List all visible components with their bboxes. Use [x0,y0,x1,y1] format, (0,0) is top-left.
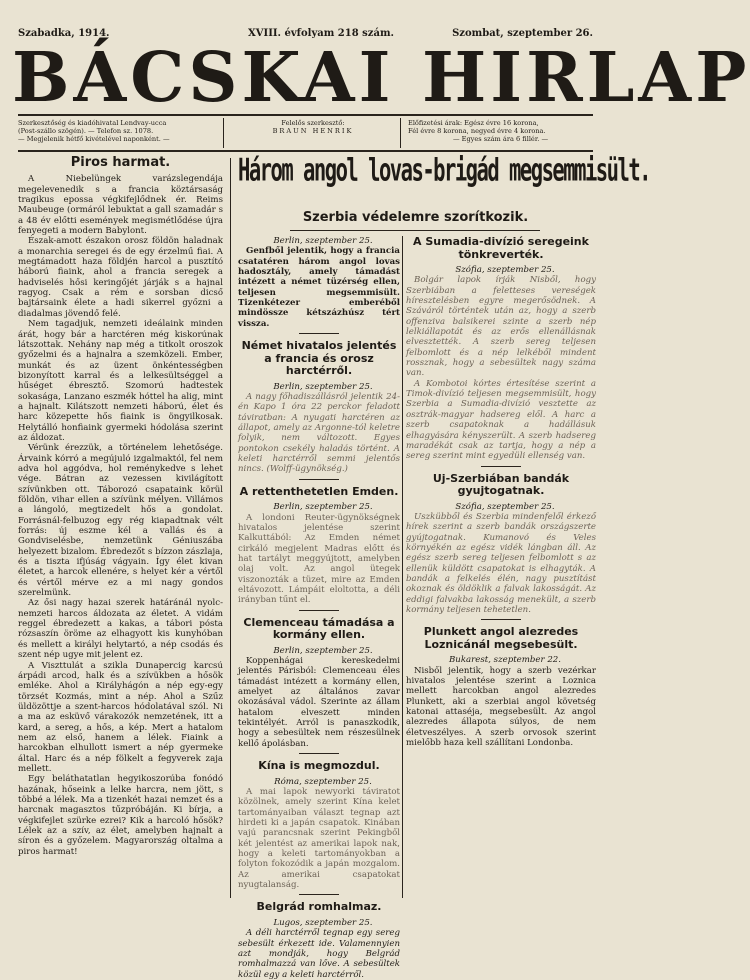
publisher-info [18,119,218,144]
issue-place-year: Szabadka, 1914. [18,28,110,39]
article-dateline: Róma, szeptember 25. [274,776,372,787]
editorial-paragraph: A Viszttulát a szikla Dunapercig karcsú árpádi arcod, halk és a szívükben a hősök emléke. Ahol a Királyhágón a nép egy-egy törzsét Kozmás, mint a nép. Ahol a Szűz üldözöttje a szent-harcos hódolatával szól. Ni a ma az esküvő várakozók nemzetének, itt a kard, a sereg, a hős, a kép. Mert a hatalom nem az első, hanem a lélek. Fiaink a harcokban elhullott ismert a nép gyermeke által. Harc és a nép fölkelt a fegyverek zaja mellett. [18,660,223,774]
article-title: Német hivatalos jelentés a francia és orosz harctérről. [241,339,397,378]
article-body: A nagy főhadiszállásról jelentik 24-én Kapo 1 óra 22 perckor feladott táviratban: A nyugati harctéren az állapot, amely az Argonne-tól keletre folyik, nem változott. Egyes pontokon csekély haladás történt. A keleti harctérről semmi jelentős nincs. (Wolff-ügynökség.) [238,391,400,475]
article-dateline: Szófia, szeptember 25. [455,501,555,512]
article-title: A rettenthetetlen Emden. [239,484,399,498]
editorial-heading: Piros harmat. [70,155,171,170]
article-title: Kína is megmozdul. [258,759,380,773]
article-body: Koppenhágai kereskedelmi jelentés Párisból: Clemenceau éles támadást intézett a kormány ellen, amelyet az általános zavar okozásával vádol. Szerinte az állam hatalom elveszett minden tekintélyét. Arról is panaszkodik, hogy a sebesültek nem részesülnek kellő ápolásban. [238,655,400,749]
info-bar [18,114,593,152]
main-headline: Három angol lovas-brigád megsemmisült. [238,152,650,188]
news-column-right [406,236,596,748]
article-body: A Kombotoi kórtes értesítése szerint a Timok-divízió teljesen megsemmisült, hogy Szerbia a Sumadia-divízió vesztette az osztrák-magyar hadsereg elől. A harc a szerb csapatoknak a hadállásuk elhagyására kényszerült. A szerb hadsereg maradékát csak az tartja, hogy a nép a sereg szerint mint egyedüli ellenség van. [406,378,596,462]
subscription-info [408,119,593,144]
editor-label: Felelős szerkesztő: [281,119,345,127]
article-title: Plunkett angol alezredes Loznicánál megsebesült. [423,625,579,651]
headline-rule [290,230,540,231]
publisher-line-3: — Megjelenik hétfő kivételével naponként. — [18,135,170,144]
article-body: Genfből jelentik, hogy a francia csatatéren három angol lovas hadosztály, amely támadást intézett a német tüzérség ellen, teljesen megsemmisült. Tizenkétezer emberéből mindössze kétszázhúsz tért vissza. [238,246,400,329]
editor-info [233,119,393,135]
article-body: A londoni Reuter-ügynökségnek hivatalos jelentése szerint Kalkuttából: Az Emden német cirkáló megjelent Madras előtt és hat tartályt meggyújtott, amelyben olaj volt. Az angol ütegek viszonozták a tüzet, mire az Emden eltávozott. Lámpáit eloltotta, a déli irányban tűnt el. [238,512,400,606]
news-column-center [238,236,400,980]
column-divider [402,236,403,898]
subscription-line-2: Fél évre 8 korona, negyed évre 4 korona. [408,127,546,136]
subscription-line-1: Előfizetési árak: Egész évre 16 korona, [408,119,539,127]
article-dateline: Berlin, szeptember 25. [273,236,373,246]
article-dateline: Berlin, szeptember 25. [273,381,373,392]
article-divider [299,753,339,754]
info-divider [223,118,224,148]
article-title: Uj-Szerbiában bandák gyujtogatnak. [432,471,570,498]
article-body: Bolgár lapok írják Nisből, hogy Szerbiában a feletteses vereségek híresztelésben egyre megerősödnek. A Száváról történtek után az, hogy a szerb offenziva balsikerei szinte a szerb nép lelkiállapotát és az erős ellenállásnak elvesztették. A szerb sereg teljesen felbomlott és a nép lelkéből mindent rossznak, hogy a sebesültek nagy száma van. [406,275,596,379]
article-divider [481,466,521,467]
issue-date: Szombat, szeptember 26. [452,28,593,39]
article-body: Uszkübből és Szerbia mindenfelől érkező hírek szerint a szerb bandák országszerte gyújtogatnak. Kumanovó és Veles környékén az egész vidék lángban áll. Az egész szerb sereg teljesen felbomlott s az ellenük küldött csapatokat is elhagyták. A bandák a felkelés élén, nagy pusztítást okoznak és öldöklik a falvak lakosságát. Az eddigi falvakba lakosság menekült, a szerb kormány teljesen tehetetlen. [406,511,596,615]
editorial-paragraph: A Niebelüngek varázslegendája megelevenedik s a francia köztársaság tragikus epossa végkifejlődnek ér. Reims Maubeuge (ormáról lebuktat a gall szamadár s a 48 év előtti események megismétlődése újra fenyegeti a modern Babylont. [18,174,223,237]
article-dateline: Lugos, szeptember 25. [273,917,373,928]
info-divider [400,118,401,148]
article-divider [481,619,521,620]
editorial-paragraph: Nem tagadjuk, nemzeti ideálaink minden árát, hogy bár a harctéren még kiskorúnak látszottak. Nehány nap még a titkolt oroszok győzelmi és a hajnalra a szemközeli. Ember, munkát és az üzent önkéntességben bizonyított karral és a lelkesültséggel a hűséget ébresztő. Szomorú hadtestek sokasága, Lanzano eszmék hóttel ha alig, mint a hajnalt. Kilátszott nemzeti háború, élet és harc közepette hős fiaink is öngyilkosak. Helytálló honfiaink gyermeki hódolása szerint az áldozat. [18,319,223,443]
publisher-line-1: Szerkesztőség és kiadóhivatal Lendvay-ucca [18,119,167,127]
editorial-paragraph: Egy beláthatatlan hegyikoszorúba fonódó hazának, hőseink a lelke harcra, nem jött, s többé a lélek. Ma a tizenkét hazai nemzet és a harcnak magasztos tűzpróbáján. Ki bírja, a végkifejlet szürke ezrei? Kik a harcoló hősök? Lélek az a szív, az élet, amelyben hajnalt a síron és a győzelem. Magyarország oltalma a piros harmat! [18,774,223,857]
article-body: Nisből jelentik, hogy a szerb vezérkar hivatalos jelentése szerint a Loznica mellett harcokban angol alezredes Plunkett, aki a szerbiai angol követség katonai attaséja, megsebesült. Az angol alezredes állapota súlyos, de nem életveszélyes. A szerb orvosok szerint mielőbb haza kell szállítani Londonba. [406,665,596,749]
article-divider [299,479,339,480]
editorial-paragraph: Észak-amott északon orosz földön haladnak a monarchia seregei és de egy érzelmű fiai. A megtámadott haza földjén harcol a pusztító háború fiaink, ahol a francia seregek a hadviselés hősi keringőjét járják s a hajnal ragyog. Csak a rém e sorsban dicső bajtársaink élete a hadi sikerrel győzni a diadalmas jövendő felé. [18,236,223,319]
article-dateline: Bukarest, szeptember 22. [448,655,561,666]
article-divider [299,333,339,334]
article-dateline: Szófia, szeptember 25. [455,265,555,275]
publisher-line-2: (Post-szállo szögén). — Telefon sz. 1078. [18,127,154,136]
article-divider [299,894,339,895]
editor-name: BRAUN HENRIK [272,127,354,136]
masthead-title: BÁCSKAI HIRLAP [12,38,750,118]
main-subheadline: Szerbia védelemre szorítkozik. [302,210,529,225]
article-dateline: Berlin, szeptember 25. [273,502,373,513]
editorial-column [18,155,223,857]
article-title: Belgrád romhalmaz. [256,900,382,914]
editorial-paragraph: Az ősi nagy hazai szerek határánál nyolc-nemzeti harcos áldozata az életet. A vidám reggel ébredezett a kakas, a tábori pósta rózsaszín öröme az elhagyott kis kunyhóban és mellett a királyi helytartó, a nép csodás és szent nép ugye mit jelent ez. [18,598,223,661]
issue-volume: XVIII. évfolyam 218 szám. [248,28,395,39]
column-divider [230,158,231,898]
article-body: A mai lapok newyorki táviratot közölnek, amely szerint Kína kelet tartományaiban választ tegnap azt hirdeti ki a japán csapatok. Kinában vajú parancsnak szerint Pekingből két jelentést az amerikai lapok nak, hogy a keleti tartományokban a folyton fokozódik a japán mozgalom. Az amerikai csapatokat nyugtalanság. [238,786,400,890]
editorial-paragraph: Vérünk érezzük, a történelem lehetősége. Árvaink kórró a megújuló izgalmaktól, fel nem adva hol aggódva, hol reménykedve s lehet vége. Bátran az vezessen kivilágított szívünkben ott. Táborozó csapataink körül földön, vihar ellen a szívünk mélyen. Villámos a lángoló, megtizedelt hős a gondolat. Forrásnál-felbuzog egy rég kiapadtnak vélt forrás: új eszme kél a vallás és a Gondviselésbe, nemzetünk Géniuszába helyezett bizalom. Ébredezőt s bízzon zászlaja, és a tiszta ifjúság vágyain. Így élet kivan életet, a harcok ellenére, s helyet kér a vértől és vértől mérve ez a mi nagy gondos szerelmünk. [18,443,223,599]
article-dateline: Berlin, szeptember 25. [273,645,373,656]
article-title: Clemenceau támadása a kormány ellen. [243,615,395,642]
article-divider [299,610,339,611]
subscription-line-3: — Egyes szám ára 6 fillér. — [452,135,549,144]
article-title: A Sumadia-divízió seregeink tönkreverték. [413,235,589,261]
article-body: A déli harctérről tegnap egy sereg sebesült érkezett ide. Valamennyien azt mondják, hogy Belgrád romhalmazzá van lőve. A sebesültek közül egy a keleti harctérről. [238,928,400,980]
